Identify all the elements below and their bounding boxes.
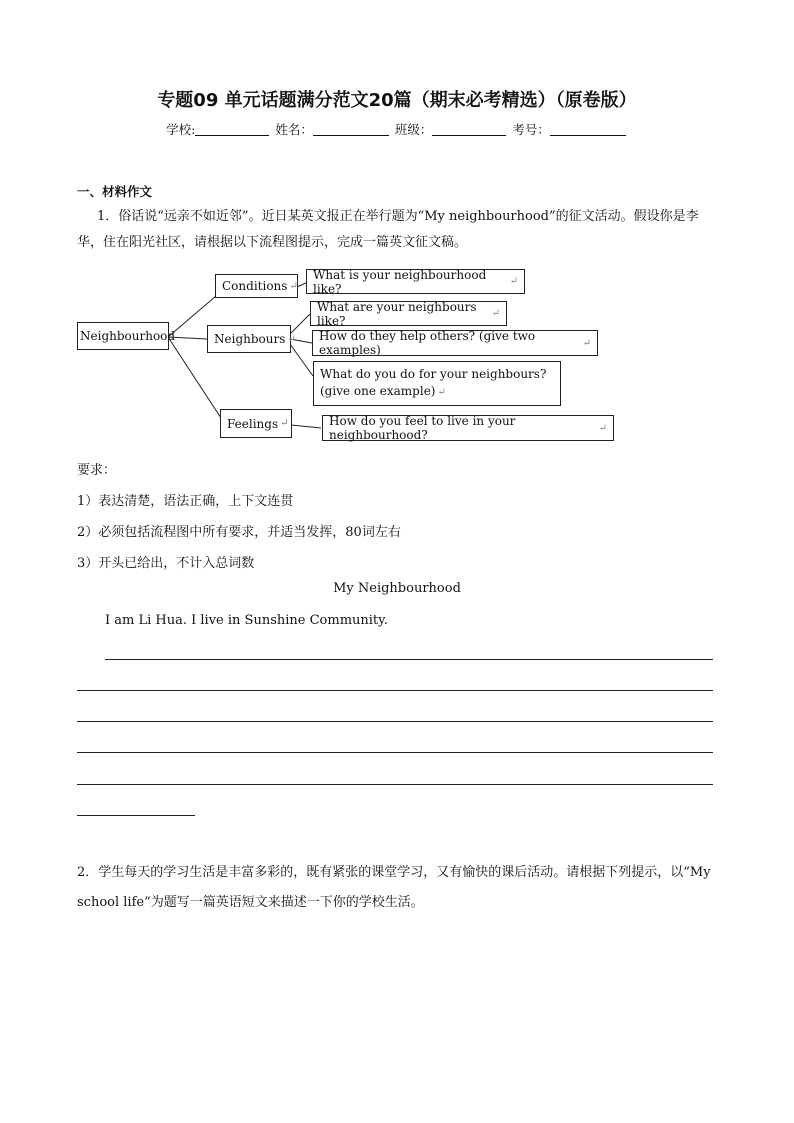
writing-line[interactable] (77, 752, 713, 753)
node-neighbourhood-like: What is your neighbourhood like? ↵ (306, 269, 525, 294)
flowchart (0, 0, 794, 460)
writing-line[interactable] (77, 815, 195, 816)
writing-line[interactable] (77, 784, 713, 785)
essay-title: My Neighbourhood (333, 581, 461, 596)
class-label: 班级： (394, 122, 433, 137)
connector-neighbours-do (290, 344, 313, 376)
page-title: 专题09 单元话题满分范文20篇（期末必考精选）（原卷版） (157, 90, 637, 111)
section-heading: 一、材料作文 (77, 184, 153, 199)
connector-feelings-feel (291, 425, 321, 428)
node-how-feel: How do you feel to live in your neighbourhood? ↵ (322, 415, 614, 441)
school-label: 学校: (166, 122, 196, 137)
name-label: 姓名： (275, 122, 313, 137)
node-neighbours-like: What are your neighbours like? ↵ (310, 301, 507, 326)
connector-neighbours-what (290, 314, 310, 334)
question-2-text: 2．学生每天的学习生活是丰富多彩的，既有紧张的课堂学习，又有愉快的课后活动。请根据下列提示，以“My school life”为题写一篇英语短文来描述一下你的学校生活。 (77, 865, 711, 910)
requirement-2: 2）必须包括流程图中所有要求，并适当发挥，80词左右 (77, 525, 401, 540)
node-feelings: Feelings ↵ (220, 409, 292, 438)
node-neighbourhood: Neighbourhood (77, 322, 169, 350)
node-how-help: How do they help others? (give two examples) ↵ (312, 330, 598, 356)
requirement-3: 3）开头已给出，不计入总词数 (77, 556, 255, 571)
question-1-text: 1．俗话说“远亲不如近邻”。近日某英文报正在举行题为“My neighbourhood”的征文活动。假设你是李华，住在阳光社区，请根据以下流程图提示，完成一篇英文征文稿。 (77, 209, 699, 250)
node-neighbours: Neighbours ↵ (207, 325, 291, 353)
writing-line[interactable] (77, 690, 713, 691)
requirements-title: 要求： (77, 463, 117, 478)
exam-number-label: 考号： (512, 122, 550, 137)
essay-opening: I am Li Hua. I live in Sunshine Community. (105, 613, 388, 628)
node-conditions: Conditions ↵ (215, 274, 298, 298)
writing-line[interactable] (77, 721, 713, 722)
requirement-1: 1）表达清楚，语法正确，上下文连贯 (77, 494, 294, 509)
connector-conditions-like (297, 283, 306, 287)
writing-line[interactable] (105, 659, 713, 660)
node-what-do: What do you do for your neighbours? (give one example) ↵ (313, 361, 561, 406)
